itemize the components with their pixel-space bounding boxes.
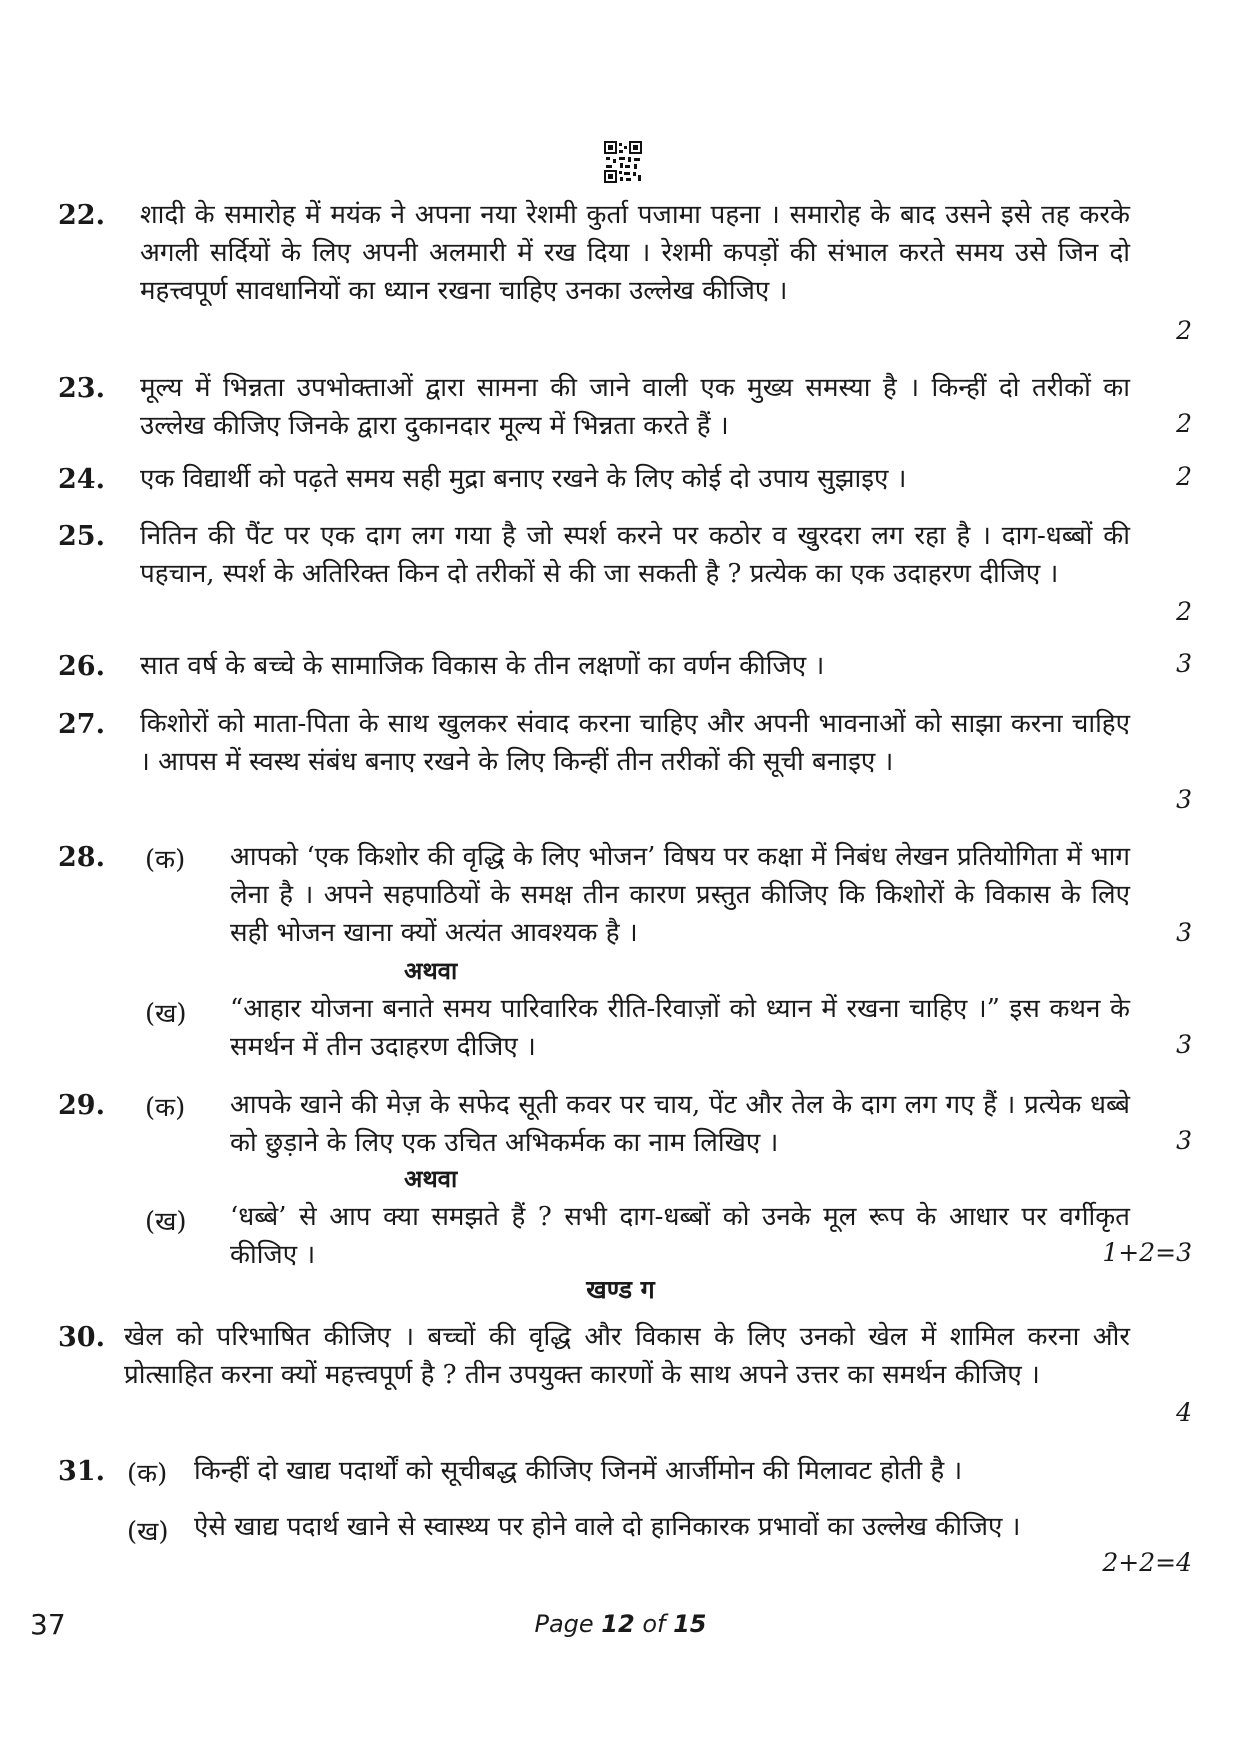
option-text: ‘धब्बे’ से आप क्या समझते हैं ? सभी दाग-धब्बों को उनके मूल रूप के आधार पर वर्गीकृत कीजिए । xyxy=(230,1202,1130,1270)
option-marks: 3 xyxy=(1176,918,1192,947)
question-text: मूल्य में भिन्नता उपभोक्ताओं द्वारा सामना की जाने वाली एक मुख्य समस्या है । किन्हीं दो तरीकों का उल्लेख कीजिए जिनके द्वारा दुकानदार मूल्य में भिन्नता करते हैं । xyxy=(140,373,1130,441)
page-prefix: Page xyxy=(534,1610,602,1638)
question-number: 22. xyxy=(58,200,105,231)
question-marks: 2 xyxy=(1176,462,1192,491)
question-marks: 3 xyxy=(1176,785,1192,814)
question-number: 27. xyxy=(58,709,105,740)
question-number: 26. xyxy=(58,651,105,682)
option-label: (क) xyxy=(145,845,186,875)
question-marks: 3 xyxy=(1176,649,1192,678)
option-text: ऐसे खाद्य पदार्थ खाने से स्वास्थ्य पर होने वाले दो हानिकारक प्रभावों का उल्लेख कीजिए । xyxy=(194,1512,1021,1542)
question-marks: 2 xyxy=(1176,316,1192,345)
option-text: किन्हीं दो खाद्य पदार्थों को सूचीबद्ध कीजिए जिनमें आर्जीमोन की मिलावट होती है । xyxy=(194,1456,963,1486)
question-number: 29. xyxy=(58,1090,105,1121)
question-marks: 2 xyxy=(1176,409,1192,438)
option-label: (क) xyxy=(127,1459,168,1489)
option-marks: 3 xyxy=(1176,1030,1192,1059)
paper-code: 37 xyxy=(30,1608,66,1641)
option-label: (ख) xyxy=(127,1517,169,1547)
question-marks: 2+2=4 xyxy=(1102,1548,1192,1577)
or-separator: अथवा xyxy=(404,956,458,985)
option-label: (ख) xyxy=(145,1207,187,1237)
option-label: (क) xyxy=(145,1093,186,1123)
page-current: 12 xyxy=(601,1610,635,1638)
page-indicator xyxy=(0,1610,1241,1638)
or-separator: अथवा xyxy=(404,1164,458,1193)
option-text: आपके खाने की मेज़ के सफेद सूती कवर पर चाय, पेंट और तेल के दाग लग गए हैं । प्रत्येक धब्बे को छुड़ाने के लिए एक उचित अभिकर्मक का नाम लिखिए । xyxy=(230,1090,1130,1158)
option-marks: 1+2=3 xyxy=(1102,1238,1192,1267)
question-text: नितिन की पैंट पर एक दाग लग गया है जो स्पर्श करने पर कठोर व खुरदरा लग रहा है । दाग-धब्बों की पहचान, स्पर्श के अतिरिक्त किन दो तरीकों से की जा सकती है ? प्रत्येक का एक उदाहरण दीजिए । xyxy=(140,521,1130,589)
question-number: 28. xyxy=(58,842,105,873)
question-text: शादी के समारोह में मयंक ने अपना नया रेशमी कुर्ता पजामा पहना । समारोह के बाद उसने इसे तह करके अगली सर्दियों के लिए अपनी अलमारी में रख दिया । रेशमी कपड़ों की संभाल करते समय उसे जिन दो महत्त्वपूर्ण सावधानियों का ध्यान रखना चाहिए उनका उल्लेख कीजिए । xyxy=(140,200,1130,306)
question-number: 24. xyxy=(58,464,105,495)
question-number: 30. xyxy=(58,1322,105,1353)
question-text: किशोरों को माता-पिता के साथ खुलकर संवाद करना चाहिए और अपनी भावनाओं को साझा करना चाहिए । आपस में स्वस्थ संबंध बनाए रखने के लिए किन्हीं तीन तरीकों की सूची बनाइए । xyxy=(140,709,1130,777)
question-number: 23. xyxy=(58,373,105,404)
question-marks: 2 xyxy=(1176,597,1192,626)
option-text: आपको ‘एक किशोर की वृद्धि के लिए भोजन’ विषय पर कक्षा में निबंध लेखन प्रतियोगिता में भाग लेना है । अपने सहपाठियों के समक्ष तीन कारण प्रस्तुत कीजिए कि किशोरों के विकास के लिए सही भोजन खाना क्यों अत्यंत आवश्यक है । xyxy=(230,842,1130,948)
option-label: (ख) xyxy=(145,999,187,1029)
question-text: खेल को परिभाषित कीजिए । बच्चों की वृद्धि और विकास के लिए उनको खेल में शामिल करना और प्रोत्साहित करना क्यों महत्त्वपूर्ण है ? तीन उपयुक्त कारणों के साथ अपने उत्तर का समर्थन कीजिए । xyxy=(124,1322,1130,1390)
page-total: 15 xyxy=(673,1610,707,1638)
page-of: of xyxy=(634,1610,674,1638)
question-text: एक विद्यार्थी को पढ़ते समय सही मुद्रा बनाए रखने के लिए कोई दो उपाय सुझाइए । xyxy=(140,464,907,494)
question-number: 25. xyxy=(58,521,105,552)
option-text: “आहार योजना बनाते समय पारिवारिक रीति-रिवाज़ों को ध्यान में रखना चाहिए ।” इस कथन के समर्थन में तीन उदाहरण दीजिए । xyxy=(230,994,1130,1062)
option-marks: 3 xyxy=(1176,1126,1192,1155)
question-text: सात वर्ष के बच्चे के सामाजिक विकास के तीन लक्षणों का वर्णन कीजिए । xyxy=(140,651,825,681)
section-heading: खण्ड ग xyxy=(586,1275,655,1304)
question-number: 31. xyxy=(58,1456,105,1487)
question-marks: 4 xyxy=(1176,1398,1192,1427)
qr-code-icon xyxy=(604,141,642,183)
